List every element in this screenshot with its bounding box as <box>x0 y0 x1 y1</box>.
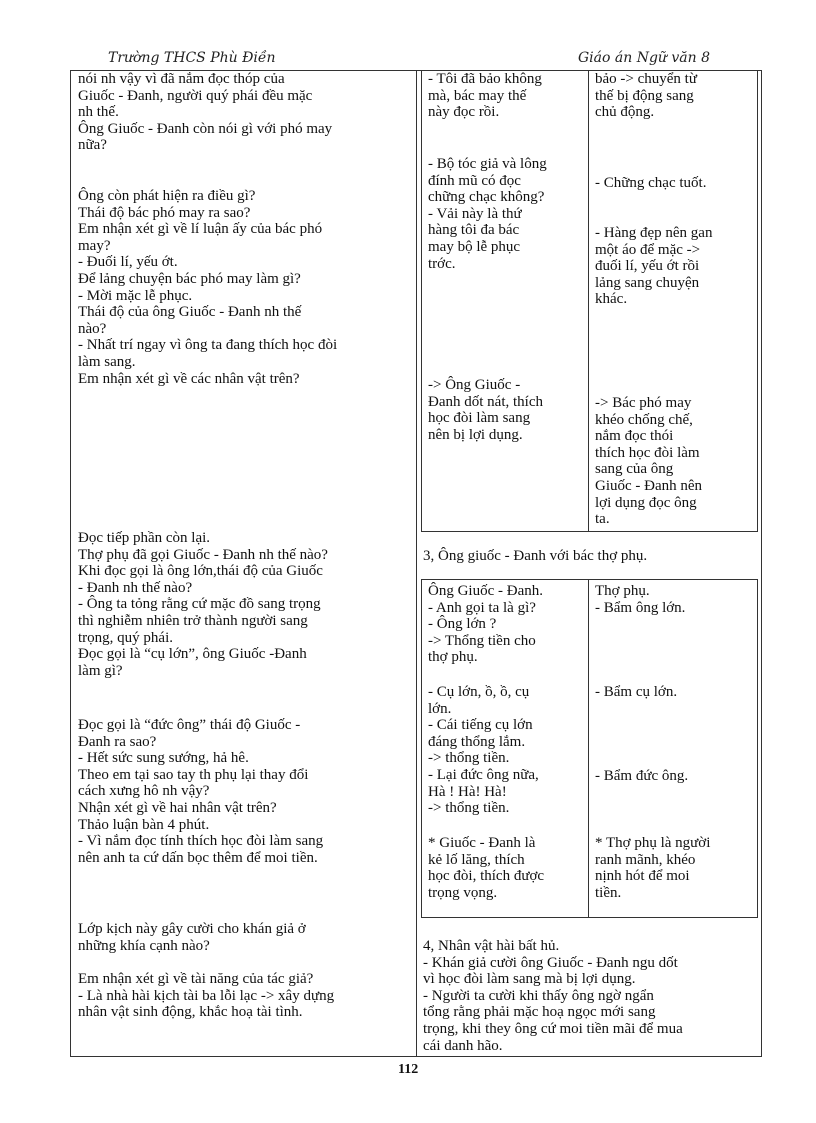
text-line: thích học đòi làm <box>595 444 700 461</box>
text-line: bảo -> chuyển từ <box>595 71 697 87</box>
text-line: chững chạc không? <box>428 189 545 206</box>
text-line: tiền. <box>595 884 622 901</box>
text-line: khéo chống chế, <box>595 411 693 428</box>
text-line: lợi dụng đọc ông <box>595 494 697 511</box>
text-line: nịnh hót để moi <box>595 868 690 885</box>
table-1-cell <box>595 175 755 192</box>
text-line: Để lảng chuyện bác phó may làm gì? <box>78 270 301 287</box>
table-2-cell <box>595 835 755 901</box>
text-line: nên anh ta cứ dấn bọc thêm để moi tiền. <box>78 849 318 866</box>
text-line: Nhận xét gì về hai nhân vật trên? <box>78 799 277 816</box>
table-1-cell <box>595 71 755 121</box>
page-number: 112 <box>398 1062 419 1077</box>
text-line: - Bẩm ông lớn. <box>595 599 686 616</box>
text-line: trọng, quý phái. <box>78 629 173 646</box>
text-line: cách xưng hô nh vậy? <box>78 783 210 800</box>
text-line: thì nghiễm nhiên trở thành người sang <box>78 612 308 629</box>
text-line: sang của ông <box>595 461 674 478</box>
text-line: - Bẩm cụ lớn. <box>595 684 678 700</box>
table-2-cell <box>428 583 584 666</box>
text-line: - Bộ tóc giả và lông <box>428 156 547 172</box>
text-line: Ông Giuốc - Đanh. <box>428 583 543 599</box>
text-line: ta. <box>595 511 610 528</box>
text-line: -> Ông Giuốc - <box>428 377 521 393</box>
text-line: - Nhất trí ngay vì ông ta đang thích học đòi <box>78 337 338 354</box>
text-line: tổng rằng phải mặc hoạ ngọc mới sang <box>423 1004 656 1021</box>
text-line: -> thổng tiền. <box>428 800 510 817</box>
text-line: đuối lí, yếu ớt rồi <box>595 258 700 275</box>
text-line: 4, Nhân vật hài bất hủ. <box>423 938 560 954</box>
text-line: Hà ! Hà! Hà! <box>428 783 507 800</box>
text-line: những khía cạnh nào? <box>78 937 210 954</box>
text-line: học đòi làm sang <box>428 410 531 427</box>
text-line: - Tôi đã bảo không <box>428 71 542 87</box>
text-line: làm sang. <box>78 353 136 370</box>
text-line: Thảo luận bàn 4 phút. <box>78 816 210 833</box>
text-line: - Chững chạc tuốt. <box>595 175 707 191</box>
table-1-cell <box>595 225 755 308</box>
table-1-cell <box>595 395 755 528</box>
text-line: Giuốc - Đanh, người quý phái đều mặc <box>78 87 313 104</box>
left-block-6 <box>78 971 406 1021</box>
text-line: Đọc gọi là “đức ông” thái độ Giuốc - <box>78 717 301 733</box>
left-block-2 <box>78 188 406 387</box>
table-2-divider <box>588 580 589 917</box>
text-line: Thợ phụ. <box>595 583 650 599</box>
text-line: - Mời mặc lễ phục. <box>78 287 193 304</box>
left-block-4 <box>78 717 406 866</box>
text-line: Đọc gọi là “cụ lớn”, ông Giuốc -Đanh <box>78 646 307 663</box>
left-block-1 <box>78 71 406 154</box>
lesson-plan-header: Giáo án Ngữ văn 8 <box>578 50 711 66</box>
text-line: nữa? <box>78 137 107 154</box>
text-line: Thái độ bác phó may ra sao? <box>78 204 251 221</box>
text-line: Lớp kịch này gây cười cho khán giả ở <box>78 921 306 937</box>
text-line: trớc. <box>428 255 456 272</box>
left-block-5 <box>78 921 406 954</box>
text-line: Giuốc - Đanh nên <box>595 477 703 494</box>
text-line: - Hết sức sung sướng, hả hê. <box>78 750 249 767</box>
table-2-cell <box>428 835 584 901</box>
text-line: lảng sang chuyện <box>595 274 700 291</box>
table-1-cell <box>428 156 584 272</box>
text-line: - Đanh nh thế nào? <box>78 579 193 596</box>
text-line: thế bị động sang <box>595 87 694 104</box>
text-line: - Người ta cười khi thấy ông ngờ ngẩn <box>423 987 654 1004</box>
text-line: đáng thổng lắm. <box>428 733 526 750</box>
text-line: Theo em tại sao tay th phụ lại thay đổi <box>78 766 309 783</box>
text-line: nào? <box>78 320 107 337</box>
text-line: Thợ phụ đã gọi Giuốc - Đanh nh thế nào? <box>78 546 328 563</box>
text-line: khác. <box>595 291 628 308</box>
text-line: - Là nhà hài kịch tài ba lỗi lạc -> xây dựng <box>78 987 335 1004</box>
text-line: - Anh gọi ta là gì? <box>428 599 536 616</box>
text-line: - Vì nắm đọc tính thích học đòi làm sang <box>78 833 324 850</box>
text-line: này đọc rồi. <box>428 104 500 121</box>
text-line: nên bị lợi dụng. <box>428 426 523 443</box>
table-1-cell <box>428 377 584 443</box>
table-2-cell <box>595 768 755 785</box>
text-line: - Vải này là thứ <box>428 205 522 222</box>
text-line: học đòi, thích được <box>428 868 545 885</box>
text-line: * Giuốc - Đanh là <box>428 835 536 851</box>
text-line: trọng vọng. <box>428 884 498 901</box>
school-header: Trường THCS Phù Điền <box>108 50 276 66</box>
table-2-cell <box>595 583 755 616</box>
dialogue-table-2 <box>421 579 758 918</box>
text-line: Đanh dốt nát, thích <box>428 393 543 410</box>
text-line: - Đuối lí, yếu ớt. <box>78 254 178 271</box>
dialogue-table-1 <box>421 70 758 532</box>
text-line: - Hàng đẹp nên gan <box>595 225 713 241</box>
text-line: kẻ lố lăng, thích <box>428 851 525 868</box>
text-line: nắm đọc thói <box>595 428 674 445</box>
text-line: may? <box>78 237 111 254</box>
text-line: Ông còn phát hiện ra điều gì? <box>78 188 256 204</box>
text-line: Thái độ của ông Giuốc - Đanh nh thế <box>78 304 302 321</box>
text-line: Em nhận xét gì về các nhân vật trên? <box>78 370 300 387</box>
text-line: - Lại đức ông nữa, <box>428 766 539 783</box>
text-line: Em nhận xét gì về lí luận ấy của bác phó <box>78 221 323 238</box>
text-line: Đanh ra sao? <box>78 733 157 750</box>
table-1-divider <box>588 70 589 531</box>
text-line: mà, bác may thế <box>428 87 527 104</box>
text-line: nh thế. <box>78 104 119 121</box>
text-line: - Bẩm đức ông. <box>595 768 689 784</box>
section-4 <box>423 938 759 1054</box>
table-1-cell <box>428 71 584 121</box>
text-line: - Khán giả cười ông Giuốc - Đanh ngu dốt <box>423 954 678 971</box>
table-2-cell <box>595 684 755 701</box>
text-line: - Ông ta tỏng rằng cứ mặc đồ sang trọng <box>78 596 321 613</box>
text-line: đính mũ có đọc <box>428 172 521 189</box>
text-line: chủ động. <box>595 104 655 121</box>
text-line: may bộ lễ phục <box>428 238 521 255</box>
text-line: lớn. <box>428 700 452 717</box>
text-line: Đọc tiếp phần còn lại. <box>78 530 211 546</box>
text-line: - Cụ lớn, ồ, ồ, cụ <box>428 684 530 700</box>
left-block-3 <box>78 530 406 679</box>
table-2-cell <box>428 684 584 817</box>
text-line: Em nhận xét gì về tài năng của tác giả? <box>78 971 314 987</box>
text-line: nói nh vậy vì đã nắm đọc thóp của <box>78 71 285 87</box>
section-3-title: 3, Ông giuốc - Đanh với bác thợ phụ. <box>423 548 648 564</box>
text-line: -> Bác phó may <box>595 395 692 411</box>
text-line: Khi đọc gọi là ông lớn,thái độ của Giuốc <box>78 563 323 580</box>
text-line: trọng, khi they ông cứ moi tiền mãi để mua <box>423 1020 683 1037</box>
column-divider <box>416 70 417 1056</box>
text-line: vì học đòi làm sang mà bị lợi dụng. <box>423 971 636 988</box>
text-line: một áo để mặc -> <box>595 241 701 258</box>
text-line: cái danh hão. <box>423 1037 503 1054</box>
text-line: Ông Giuốc - Đanh còn nói gì với phó may <box>78 120 333 137</box>
text-line: ranh mãnh, khéo <box>595 851 696 868</box>
text-line: làm gì? <box>78 662 123 679</box>
text-line: -> Thổng tiền cho <box>428 632 536 649</box>
text-line: nhân vật sinh động, khắc hoạ tài tình. <box>78 1004 303 1021</box>
text-line: -> thổng tiền. <box>428 750 510 767</box>
text-line: * Thợ phụ là người <box>595 835 711 851</box>
text-line: hàng tôi đa bác <box>428 222 520 239</box>
text-line: - Ông lớn ? <box>428 616 497 633</box>
text-line: thợ phụ. <box>428 649 478 666</box>
text-line: - Cái tiếng cụ lớn <box>428 717 533 734</box>
